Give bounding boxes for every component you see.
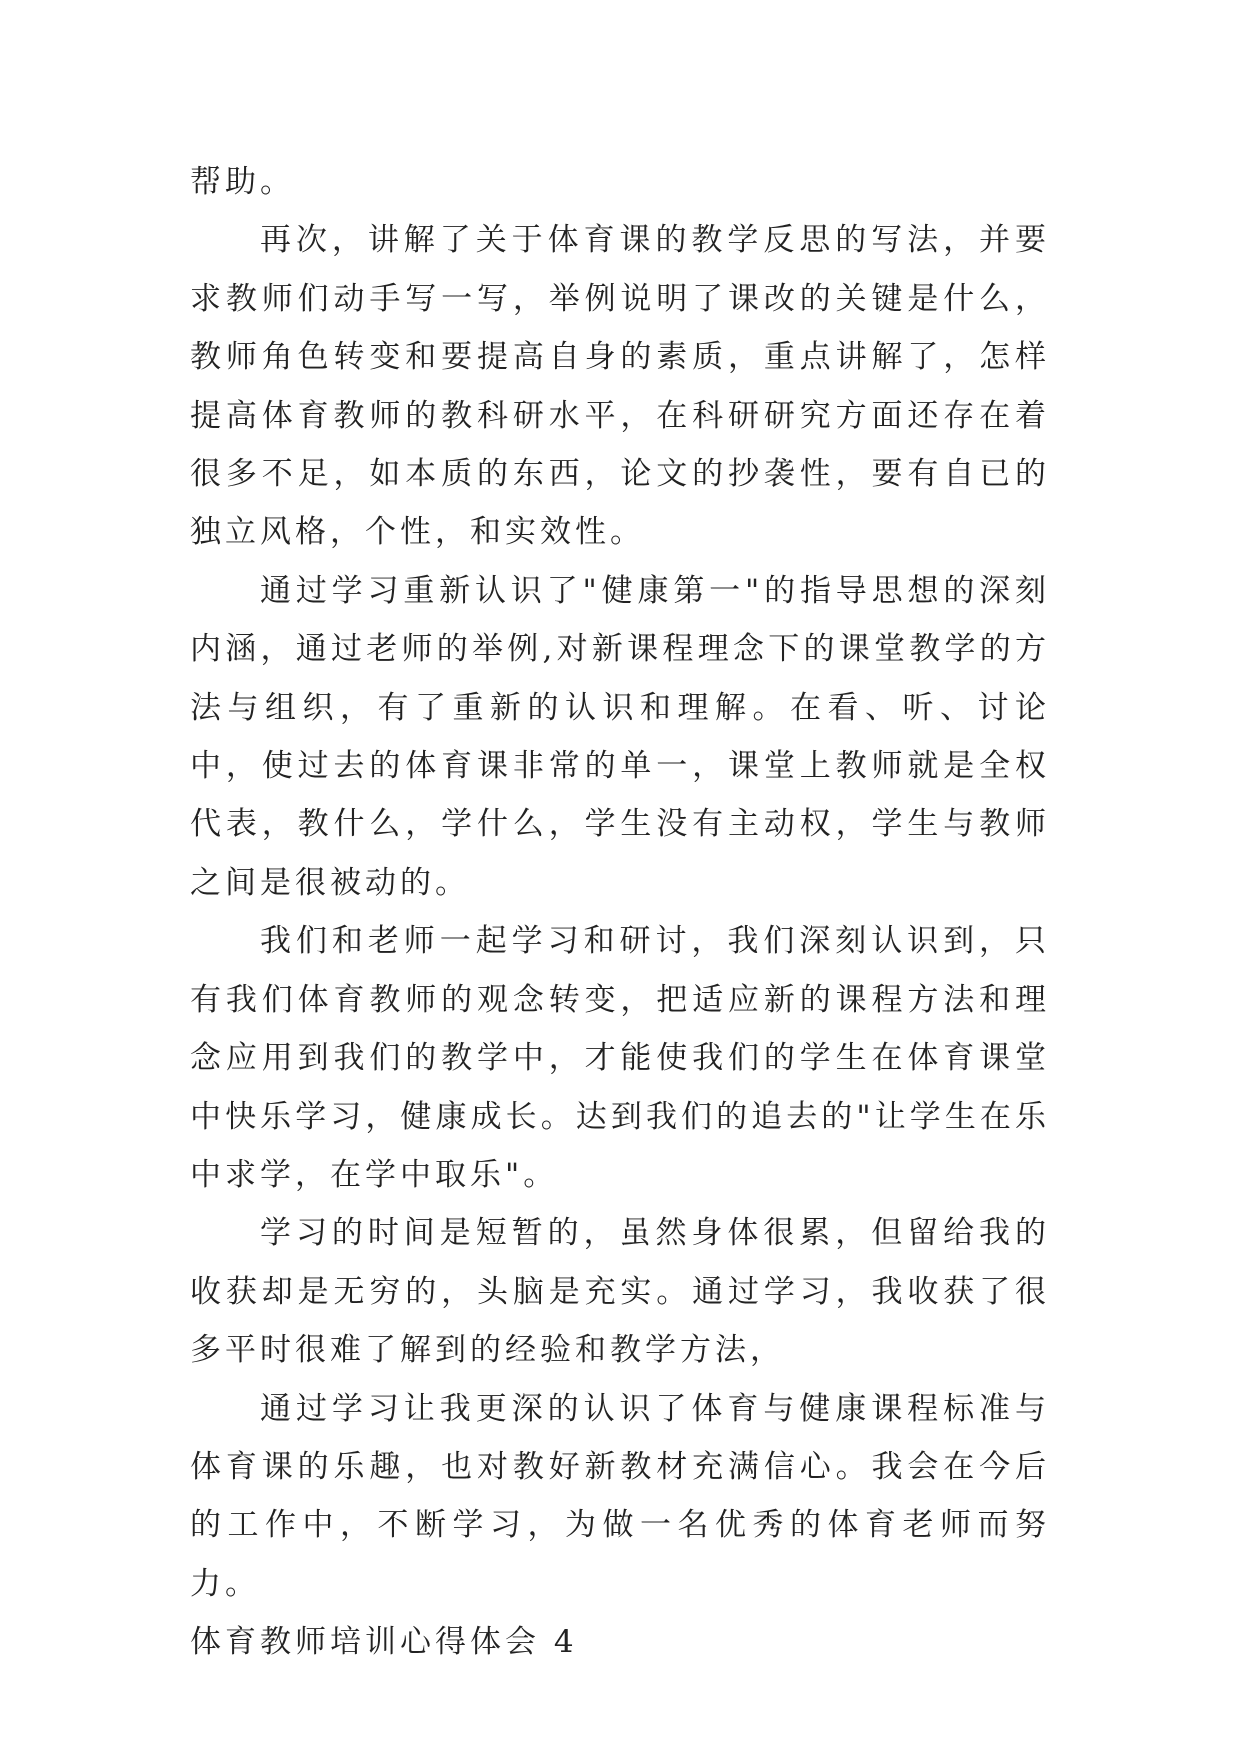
continuation-text: 帮助。 (190, 164, 295, 200)
section-heading: 体育教师培训心得体会 4 (190, 1624, 578, 1661)
paragraph-2: 通过学习重新认识了"健康第一"的指导思想的深刻内涵，通过老师的举例,对新课程理念下的课堂教学的方法与组织，有了重新的认识和理解。在看、听、讨论中，使过去的体育课非常的单一，课堂上教师就是全权代表，教什么，学什么，学生没有主动权，学生与教师之间是很被动的。 (190, 572, 1050, 901)
paragraph-5: 通过学习让我更深的认识了体育与健康课程标准与体育课的乐趣，也对教好新教材充满信心。我会在今后的工作中，不断学习，为做一名优秀的体育老师而努力。 (190, 1390, 1050, 1602)
document-body (190, 153, 1050, 1672)
paragraph-3: 我们和老师一起学习和研讨，我们深刻认识到，只有我们体育教师的观念转变，把适应新的课程方法和理念应用到我们的教学中，才能使我们的学生在体育课堂中快乐学习，健康成长。达到我们的追去的"让学生在乐中求学，在学中取乐"。 (190, 923, 1050, 1193)
paragraph-4: 学习的时间是短暂的，虽然身体很累，但留给我的收获却是无穷的，头脑是充实。通过学习，我收获了很多平时很难了解到的经验和教学方法， (190, 1215, 1050, 1369)
paragraph-1: 再次，讲解了关于体育课的教学反思的写法，并要求教师们动手写一写，举例说明了课改的关键是什么，教师角色转变和要提高自身的素质，重点讲解了，怎样提高体育教师的教科研水平，在科研研究方面还存在着很多不足，如本质的东西，论文的抄袭性，要有自已的独立风格，个性，和实效性。 (190, 222, 1050, 551)
